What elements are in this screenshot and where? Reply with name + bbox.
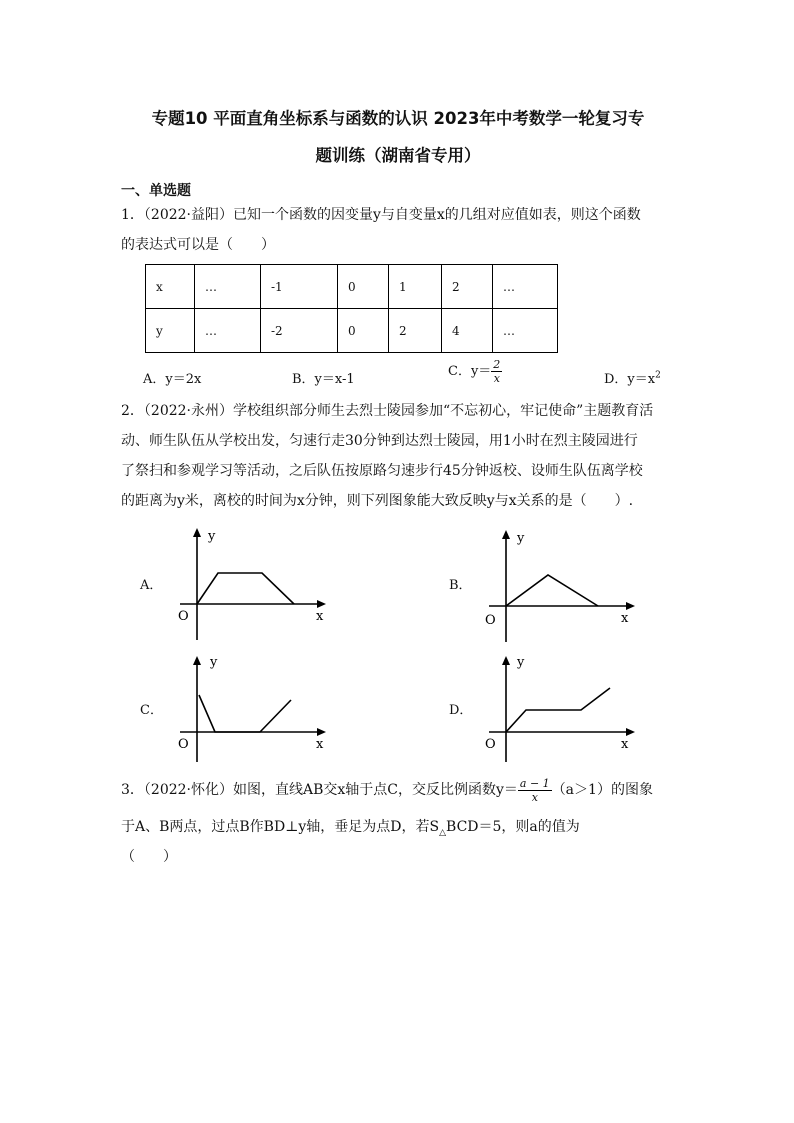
question-3-line-2-suffix: BCD＝5，则a的值为: [446, 819, 580, 835]
question-1-line-1: 1．（2022·益阳）已知一个函数的因变量y与自变量x的几组对应值如表，则这个函数: [121, 207, 641, 223]
option-a[interactable]: A．y＝2x: [143, 372, 202, 387]
graph-line: [199, 695, 291, 732]
table-cell: 4: [442, 309, 493, 353]
fraction-denominator: x: [531, 790, 538, 804]
origin-label: O: [178, 609, 189, 624]
origin-label: O: [485, 737, 496, 752]
x-axis-arrow-icon: [626, 602, 635, 610]
table-cell: 2: [389, 309, 442, 353]
question-2-line-2: 动、师生队伍从学校出发，匀速行走30分钟到达烈士陵园，用1小时在烈主陵园进行: [121, 433, 638, 449]
table-row: [146, 265, 558, 309]
x-axis-label: x: [316, 609, 324, 624]
graph-b-label[interactable]: B．: [449, 578, 472, 593]
table-cell: 0: [338, 265, 389, 309]
value-table: [145, 264, 558, 353]
fraction-numerator: 2: [493, 358, 501, 371]
fraction-denominator: x: [493, 372, 500, 385]
graph-b: [479, 524, 649, 644]
page-title: [108, 100, 688, 174]
x-axis-label: x: [621, 611, 629, 626]
table-cell: 0: [338, 309, 389, 353]
question-2-line-4: 的距离为y米，离校的时间为x分钟，则下列图象能大致反映y与x关系的是（ ）.: [121, 493, 634, 509]
option-c[interactable]: [448, 358, 502, 385]
question-2-line-3: 了祭扫和参观学习等活动，之后队伍按原路匀速步行45分钟返校、设师生队伍离学校: [121, 463, 643, 479]
graph-a: [170, 522, 340, 642]
graph-c: [170, 650, 340, 765]
question-2-text: [121, 396, 676, 516]
option-c-fraction: [491, 358, 502, 385]
y-axis-arrow-icon: [193, 528, 201, 537]
origin-label: O: [178, 737, 189, 752]
triangle-subscript: △: [439, 827, 447, 838]
graph-d-label[interactable]: D．: [449, 703, 473, 718]
table-cell: 2: [442, 265, 493, 309]
option-d-prefix: D．y＝x: [604, 372, 656, 387]
table-row: [146, 309, 558, 353]
question-3-suffix: （a＞1）的图象: [551, 782, 653, 798]
table-cell: y: [146, 309, 195, 353]
question-3-prefix: 3．（2022·怀化）如图，直线AB交x轴于点C，交反比例函数y＝: [121, 782, 518, 798]
question-3-line-1: [121, 775, 676, 805]
y-axis-arrow-icon: [502, 530, 510, 539]
graph-a-label[interactable]: A．: [140, 578, 163, 593]
question-1-line-2: 的表达式可以是（ ）: [121, 237, 275, 253]
option-b[interactable]: B．y＝x-1: [292, 372, 355, 387]
x-axis-label: x: [316, 737, 324, 752]
graph-line: [506, 575, 598, 606]
option-c-prefix: C．y＝: [448, 364, 492, 379]
graph-line: [506, 688, 610, 732]
y-axis-label: y: [208, 529, 216, 544]
x-axis-arrow-icon: [317, 728, 326, 736]
title-line-2: 题训练（湖南省专用）: [315, 146, 481, 165]
y-axis-arrow-icon: [502, 656, 510, 665]
y-axis-label: y: [517, 655, 525, 670]
question-3-line-3: （ ）: [121, 849, 177, 865]
table-cell: -2: [261, 309, 338, 353]
y-axis-label: y: [210, 655, 218, 670]
table-cell: …: [195, 309, 261, 353]
origin-label: O: [485, 613, 496, 628]
question-2-line-1: 2．（2022·永州）学校组织部分师生去烈士陵园参加“不忘初心，牢记使命”主题教育活: [121, 403, 654, 419]
x-axis-arrow-icon: [626, 728, 635, 736]
table-cell: …: [195, 265, 261, 309]
fraction-numerator: a − 1: [519, 776, 550, 790]
section-heading: 一、单选题: [121, 183, 191, 199]
x-axis-arrow-icon: [317, 600, 326, 608]
table-cell: -1: [261, 265, 338, 309]
graph-line: [197, 573, 294, 604]
graph-c-label[interactable]: C．: [140, 703, 163, 718]
title-line-1: 专题10 平面直角坐标系与函数的认识 2023年中考数学一轮复习专: [151, 109, 645, 128]
question-3-fraction: [518, 777, 552, 804]
table-cell: …: [493, 265, 558, 309]
y-axis-label: y: [517, 531, 525, 546]
table-cell: …: [493, 309, 558, 353]
question-1-text: [121, 200, 676, 260]
table-cell: x: [146, 265, 195, 309]
option-d[interactable]: [604, 368, 661, 387]
graph-d: [479, 650, 649, 765]
option-d-exponent: 2: [655, 370, 661, 381]
y-axis-arrow-icon: [193, 656, 201, 665]
x-axis-label: x: [621, 737, 629, 752]
table-cell: 1: [389, 265, 442, 309]
question-3-line-2-prefix: 于A、B两点，过点B作BD⊥y轴，垂足为点D，若S: [121, 819, 440, 835]
